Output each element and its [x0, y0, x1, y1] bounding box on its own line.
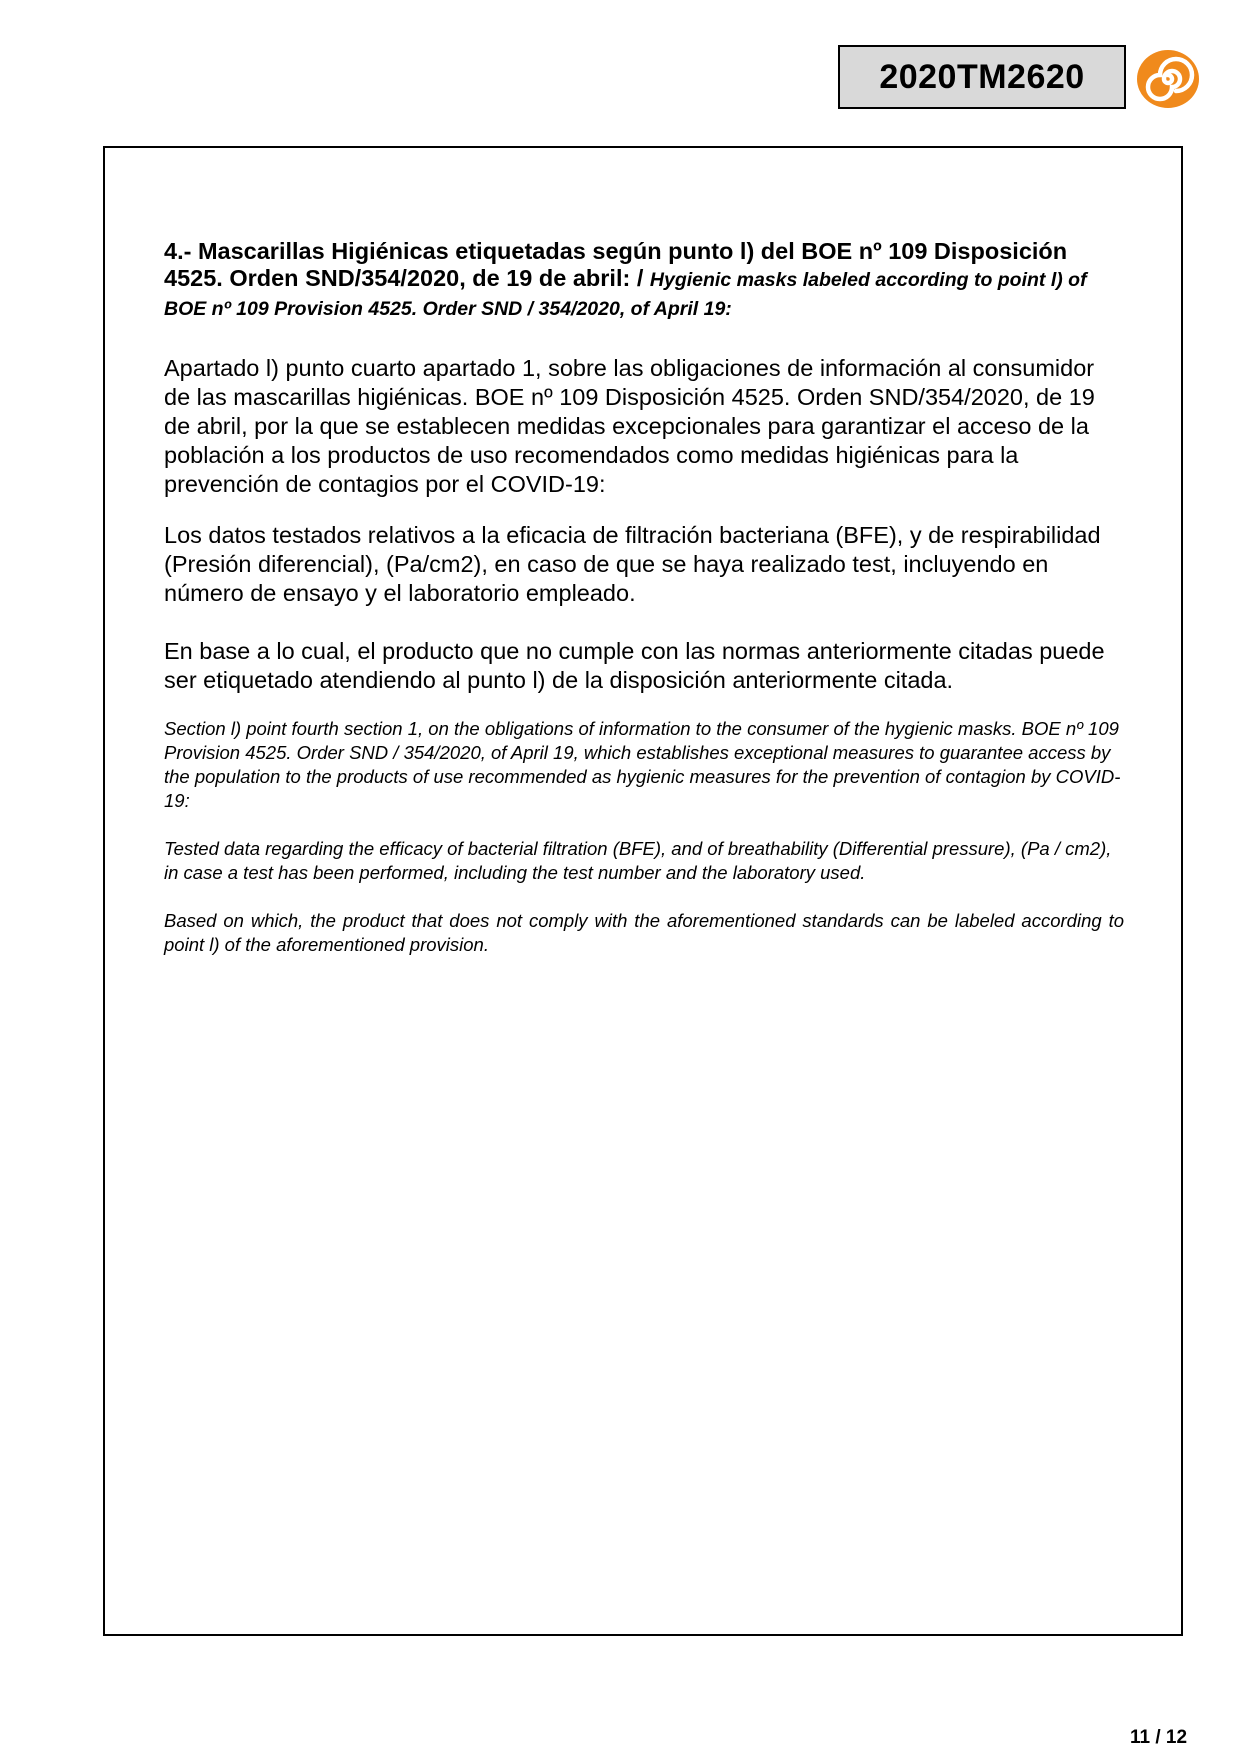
reference-code: 2020TM2620: [879, 57, 1085, 96]
section-heading-english: Hygienic masks labeled according to point l) of BOE nº 109 Provision 4525. Order SND / 354/2020, of April 19:: [164, 269, 1087, 320]
section-heading: [164, 238, 1124, 323]
page-number: 11 / 12: [1130, 1727, 1188, 1748]
document-content: [164, 238, 1124, 957]
paragraph-es-1: Apartado l) punto cuarto apartado 1, sobre las obligaciones de información al consumidor de las mascarillas higiénicas. BOE nº 109 Disposición 4525. Orden SND/354/2020, de 19 de abril, por la que se establecen medidas excepcionales para garantizar el acceso de la población a los productos de uso recomendados como medidas higiénicas para la prevención de contagios por el COVID-19:: [164, 355, 1095, 497]
paragraph-es-2: Los datos testados relativos a la eficacia de filtración bacteriana (BFE), y de respirabilidad (Presión diferencial), (Pa/cm2), en caso de que se haya realizado test, incluyendo en número de ensayo y el laboratorio empleado.: [164, 522, 1101, 606]
paragraph-en-2: Tested data regarding the efficacy of bacterial filtration (BFE), and of breathability (Differential pressure), (Pa / cm2), in case a test has been performed, including the test number and the laboratory used.: [164, 838, 1112, 883]
paragraph-en-3: Based on which, the product that does not comply with the aforementioned standards can be labeled according to point l) of the aforementioned provision.: [164, 910, 1124, 955]
section-heading-spanish: 4.- Mascarillas Higiénicas etiquetadas según punto l) del BOE nº 109 Disposición 4525. Orden SND/354/2020, de 19 de abril: /: [164, 238, 1068, 291]
reference-code-box: [838, 45, 1126, 109]
paragraph-es-3: En base a lo cual, el producto que no cumple con las normas anteriormente citadas puede ser etiquetado atendiendo al punto l) de la disposición anteriormente citada.: [164, 638, 1105, 693]
paragraph-en-1: Section l) point fourth section 1, on the obligations of information to the consumer of the hygienic masks. BOE nº 109 Provision 4525. Order SND / 354/2020, of April 19, which establishes exceptional measures to guarantee access by the population to the products of use recommended as hygienic measures for the prevention of contagion by COVID- 19:: [164, 718, 1121, 811]
orange-spiral-logo-icon: [1135, 48, 1201, 110]
